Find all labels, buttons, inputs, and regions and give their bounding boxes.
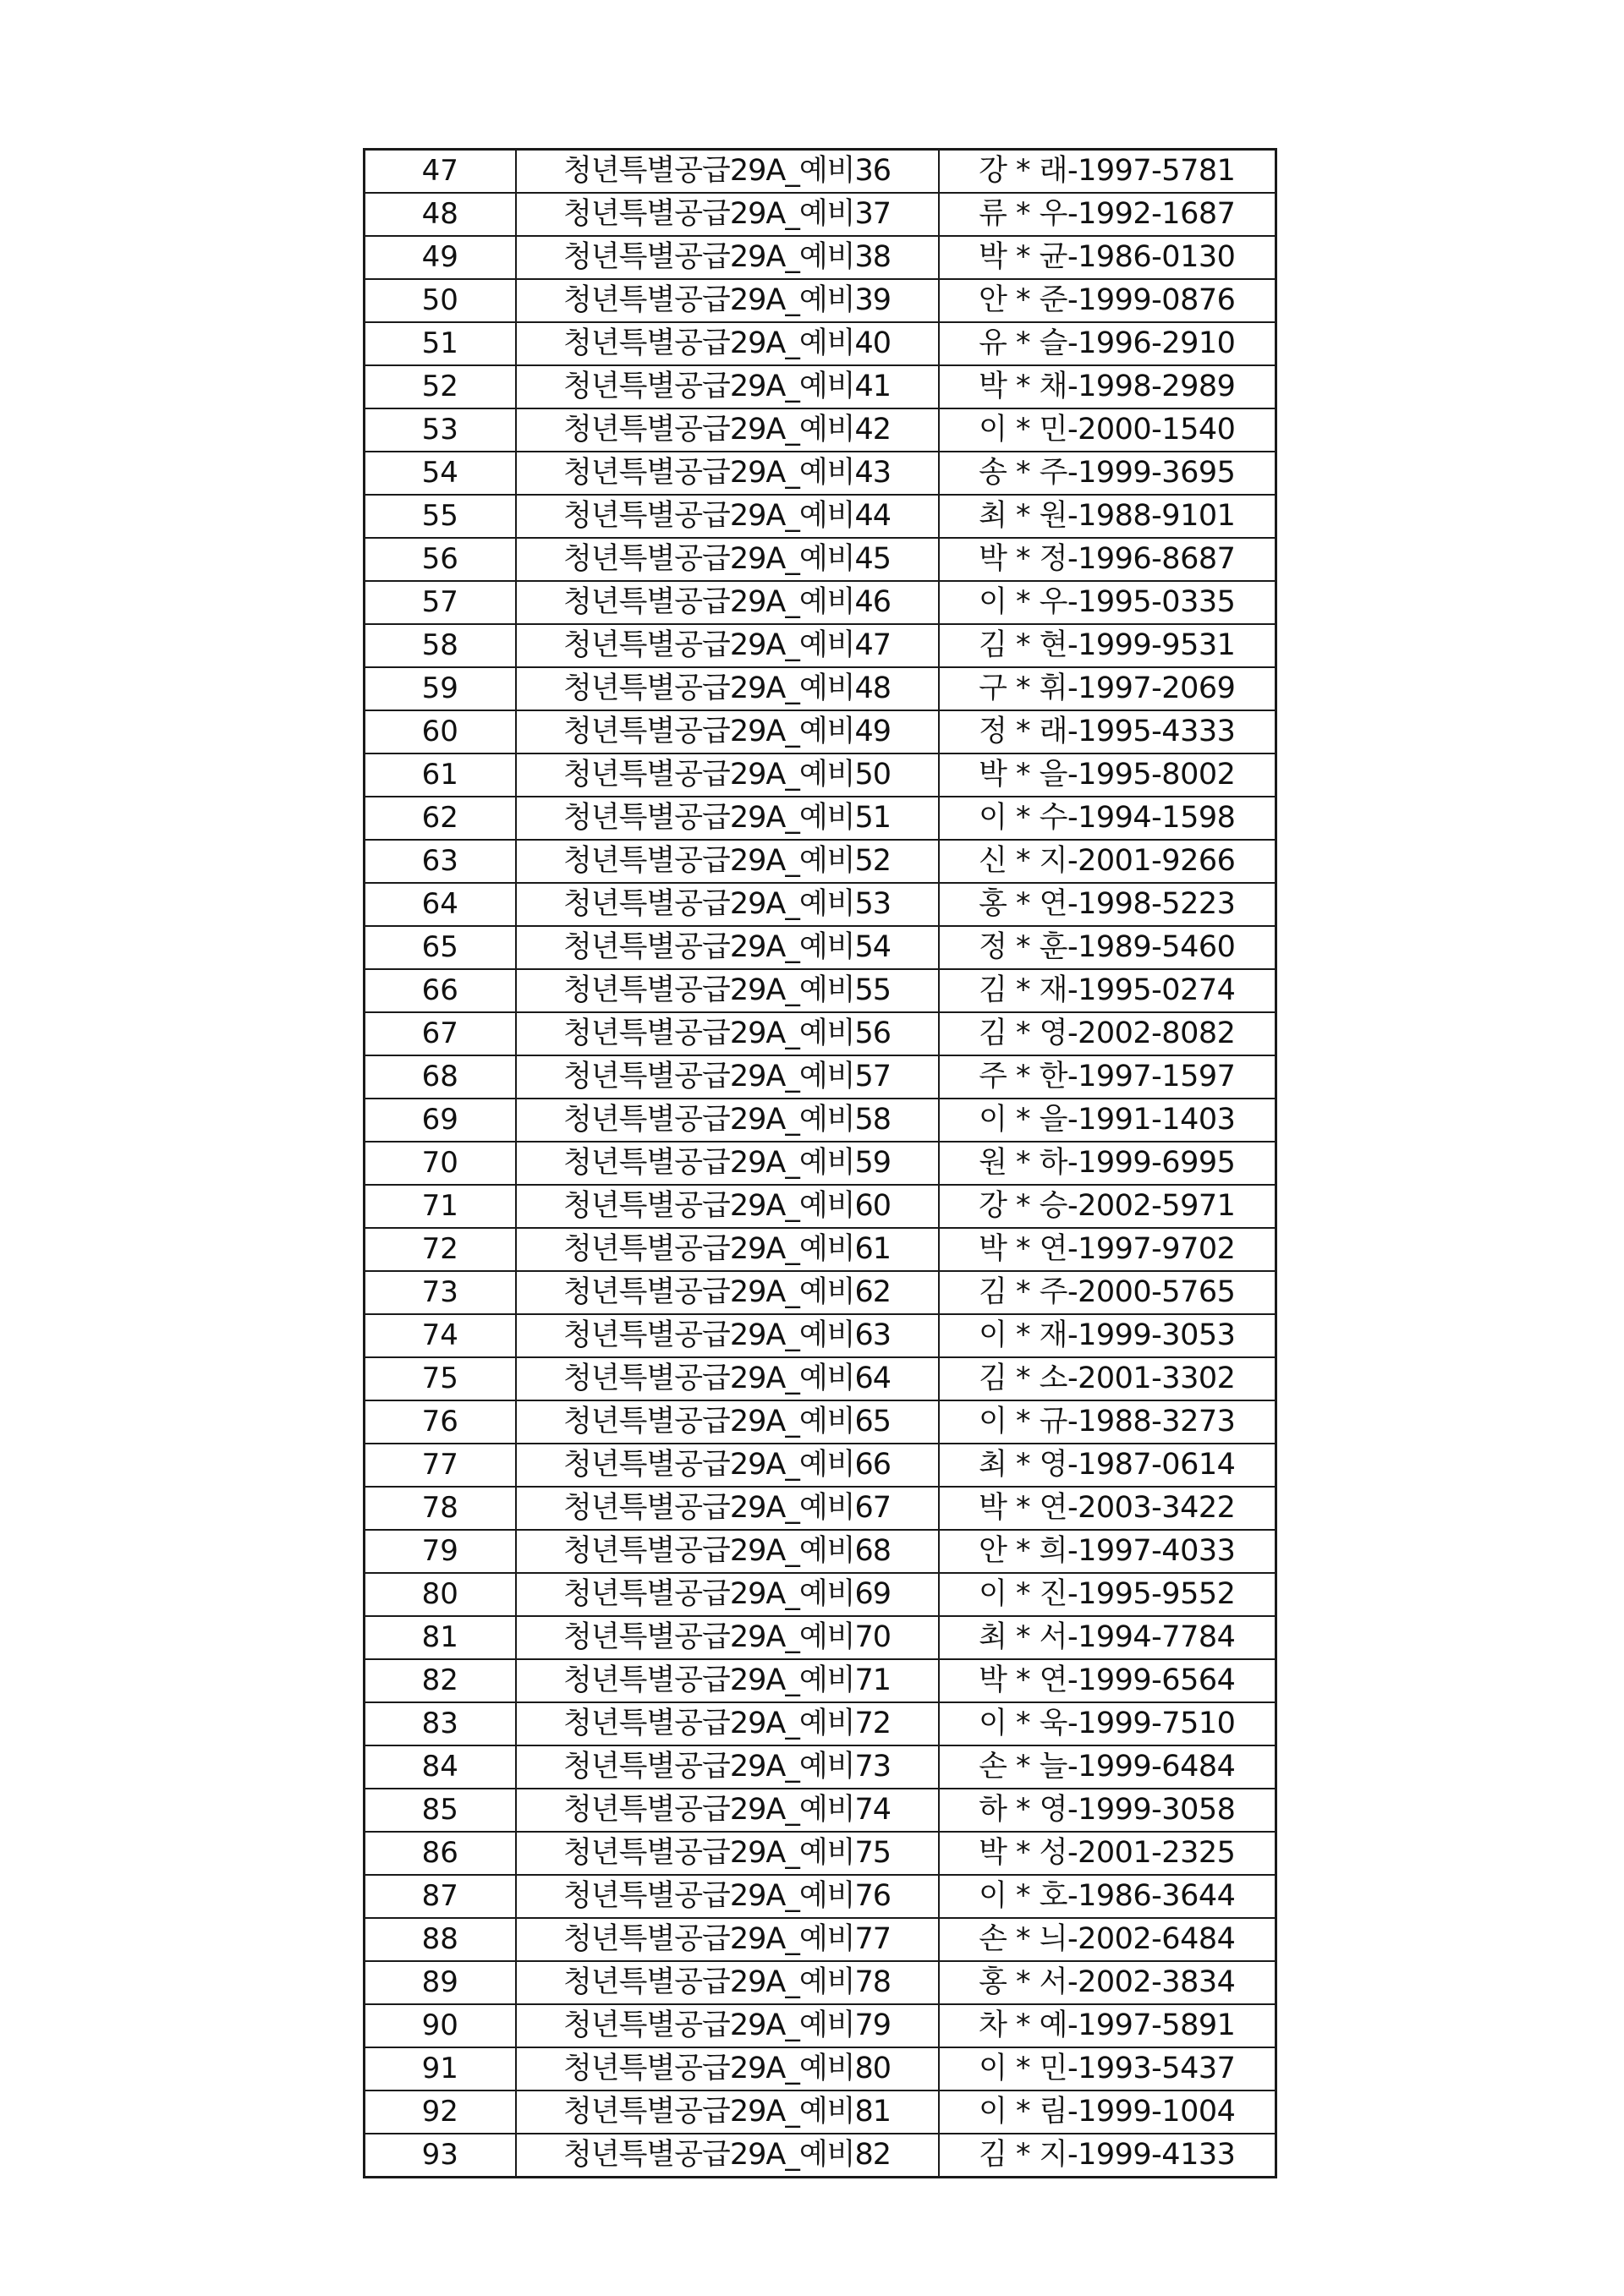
supply-type-cell: 청년특별공급29A_예비79 — [516, 2004, 939, 2047]
row-number-cell: 92 — [365, 2091, 516, 2134]
applicant-cell: 안 * 희-1997-4033 — [939, 1530, 1276, 1573]
supply-type-cell: 청년특별공급29A_예비63 — [516, 1314, 939, 1357]
table-row — [365, 408, 1276, 452]
row-number-cell: 54 — [365, 452, 516, 495]
supply-type-cell: 청년특별공급29A_예비69 — [516, 1573, 939, 1616]
table-row — [365, 1099, 1276, 1142]
applicant-cell: 이 * 림-1999-1004 — [939, 2091, 1276, 2134]
applicant-cell: 홍 * 연-1998-5223 — [939, 883, 1276, 926]
applicant-cell: 최 * 원-1988-9101 — [939, 495, 1276, 538]
row-number-cell: 86 — [365, 1832, 516, 1875]
applicant-cell: 정 * 래-1995-4333 — [939, 710, 1276, 753]
row-number-cell: 63 — [365, 840, 516, 883]
applicant-cell: 홍 * 서-2002-3834 — [939, 1961, 1276, 2004]
supply-type-cell: 청년특별공급29A_예비43 — [516, 452, 939, 495]
row-number-cell: 73 — [365, 1271, 516, 1314]
table-row — [365, 452, 1276, 495]
applicant-cell: 박 * 을-1995-8002 — [939, 753, 1276, 797]
supply-type-cell: 청년특별공급29A_예비64 — [516, 1357, 939, 1400]
row-number-cell: 91 — [365, 2047, 516, 2091]
table-row — [365, 1530, 1276, 1573]
supply-type-cell: 청년특별공급29A_예비60 — [516, 1185, 939, 1228]
table-row — [365, 1400, 1276, 1444]
applicant-cell: 유 * 슬-1996-2910 — [939, 322, 1276, 365]
row-number-cell: 64 — [365, 883, 516, 926]
row-number-cell: 80 — [365, 1573, 516, 1616]
table-row — [365, 797, 1276, 840]
table-row — [365, 624, 1276, 667]
table-row — [365, 2134, 1276, 2178]
table-row — [365, 1875, 1276, 1918]
row-number-cell: 78 — [365, 1487, 516, 1530]
supply-type-cell: 청년특별공급29A_예비76 — [516, 1875, 939, 1918]
applicant-cell: 손 * 늘-1999-6484 — [939, 1745, 1276, 1789]
applicant-cell: 송 * 주-1999-3695 — [939, 452, 1276, 495]
applicant-cell: 하 * 영-1999-3058 — [939, 1789, 1276, 1832]
table-row — [365, 1702, 1276, 1745]
supply-type-cell: 청년특별공급29A_예비70 — [516, 1616, 939, 1659]
applicant-cell: 강 * 승-2002-5971 — [939, 1185, 1276, 1228]
row-number-cell: 88 — [365, 1918, 516, 1961]
applicant-cell: 강 * 래-1997-5781 — [939, 150, 1276, 194]
applicant-cell: 최 * 서-1994-7784 — [939, 1616, 1276, 1659]
table-row — [365, 322, 1276, 365]
table-row — [365, 1012, 1276, 1055]
applicant-cell: 구 * 휘-1997-2069 — [939, 667, 1276, 710]
table-row — [365, 1185, 1276, 1228]
applicant-cell: 김 * 소-2001-3302 — [939, 1357, 1276, 1400]
applicant-cell: 박 * 연-2003-3422 — [939, 1487, 1276, 1530]
table-row — [365, 1832, 1276, 1875]
table-row — [365, 1789, 1276, 1832]
row-number-cell: 51 — [365, 322, 516, 365]
applicant-table-body — [365, 150, 1276, 2178]
supply-type-cell: 청년특별공급29A_예비52 — [516, 840, 939, 883]
table-row — [365, 1961, 1276, 2004]
row-number-cell: 67 — [365, 1012, 516, 1055]
supply-type-cell: 청년특별공급29A_예비61 — [516, 1228, 939, 1271]
row-number-cell: 83 — [365, 1702, 516, 1745]
supply-type-cell: 청년특별공급29A_예비54 — [516, 926, 939, 969]
applicant-cell: 차 * 예-1997-5891 — [939, 2004, 1276, 2047]
supply-type-cell: 청년특별공급29A_예비41 — [516, 365, 939, 408]
supply-type-cell: 청년특별공급29A_예비59 — [516, 1142, 939, 1185]
table-row — [365, 1659, 1276, 1702]
row-number-cell: 55 — [365, 495, 516, 538]
applicant-cell: 원 * 하-1999-6995 — [939, 1142, 1276, 1185]
applicant-cell: 박 * 연-1999-6564 — [939, 1659, 1276, 1702]
supply-type-cell: 청년특별공급29A_예비73 — [516, 1745, 939, 1789]
table-row — [365, 1271, 1276, 1314]
supply-type-cell: 청년특별공급29A_예비40 — [516, 322, 939, 365]
applicant-cell: 김 * 주-2000-5765 — [939, 1271, 1276, 1314]
row-number-cell: 74 — [365, 1314, 516, 1357]
supply-type-cell: 청년특별공급29A_예비55 — [516, 969, 939, 1012]
row-number-cell: 87 — [365, 1875, 516, 1918]
applicant-cell: 박 * 정-1996-8687 — [939, 538, 1276, 581]
row-number-cell: 68 — [365, 1055, 516, 1099]
supply-type-cell: 청년특별공급29A_예비71 — [516, 1659, 939, 1702]
applicant-cell: 이 * 민-2000-1540 — [939, 408, 1276, 452]
supply-type-cell: 청년특별공급29A_예비39 — [516, 279, 939, 322]
row-number-cell: 82 — [365, 1659, 516, 1702]
table-row — [365, 538, 1276, 581]
supply-type-cell: 청년특별공급29A_예비67 — [516, 1487, 939, 1530]
row-number-cell: 52 — [365, 365, 516, 408]
table-row — [365, 150, 1276, 194]
supply-type-cell: 청년특별공급29A_예비49 — [516, 710, 939, 753]
supply-type-cell: 청년특별공급29A_예비75 — [516, 1832, 939, 1875]
row-number-cell: 47 — [365, 150, 516, 194]
row-number-cell: 53 — [365, 408, 516, 452]
supply-type-cell: 청년특별공급29A_예비80 — [516, 2047, 939, 2091]
row-number-cell: 70 — [365, 1142, 516, 1185]
row-number-cell: 71 — [365, 1185, 516, 1228]
row-number-cell: 60 — [365, 710, 516, 753]
applicant-cell: 김 * 지-1999-4133 — [939, 2134, 1276, 2178]
supply-type-cell: 청년특별공급29A_예비51 — [516, 797, 939, 840]
supply-type-cell: 청년특별공급29A_예비77 — [516, 1918, 939, 1961]
applicant-cell: 이 * 수-1994-1598 — [939, 797, 1276, 840]
row-number-cell: 75 — [365, 1357, 516, 1400]
supply-type-cell: 청년특별공급29A_예비42 — [516, 408, 939, 452]
supply-type-cell: 청년특별공급29A_예비48 — [516, 667, 939, 710]
supply-type-cell: 청년특별공급29A_예비37 — [516, 193, 939, 236]
applicant-cell: 김 * 재-1995-0274 — [939, 969, 1276, 1012]
row-number-cell: 79 — [365, 1530, 516, 1573]
row-number-cell: 49 — [365, 236, 516, 279]
table-row — [365, 581, 1276, 624]
supply-type-cell: 청년특별공급29A_예비38 — [516, 236, 939, 279]
table-row — [365, 1314, 1276, 1357]
applicant-cell: 이 * 을-1991-1403 — [939, 1099, 1276, 1142]
row-number-cell: 59 — [365, 667, 516, 710]
applicant-cell: 김 * 현-1999-9531 — [939, 624, 1276, 667]
table-row — [365, 1573, 1276, 1616]
supply-type-cell: 청년특별공급29A_예비81 — [516, 2091, 939, 2134]
row-number-cell: 66 — [365, 969, 516, 1012]
supply-type-cell: 청년특별공급29A_예비74 — [516, 1789, 939, 1832]
supply-type-cell: 청년특별공급29A_예비36 — [516, 150, 939, 194]
row-number-cell: 69 — [365, 1099, 516, 1142]
table-row — [365, 1487, 1276, 1530]
row-number-cell: 58 — [365, 624, 516, 667]
applicant-cell: 신 * 지-2001-9266 — [939, 840, 1276, 883]
row-number-cell: 85 — [365, 1789, 516, 1832]
supply-type-cell: 청년특별공급29A_예비68 — [516, 1530, 939, 1573]
row-number-cell: 56 — [365, 538, 516, 581]
table-row — [365, 667, 1276, 710]
applicant-cell: 이 * 재-1999-3053 — [939, 1314, 1276, 1357]
row-number-cell: 50 — [365, 279, 516, 322]
applicant-table — [363, 148, 1277, 2178]
applicant-cell: 김 * 영-2002-8082 — [939, 1012, 1276, 1055]
supply-type-cell: 청년특별공급29A_예비78 — [516, 1961, 939, 2004]
applicant-cell: 주 * 한-1997-1597 — [939, 1055, 1276, 1099]
applicant-cell: 이 * 호-1986-3644 — [939, 1875, 1276, 1918]
row-number-cell: 90 — [365, 2004, 516, 2047]
row-number-cell: 89 — [365, 1961, 516, 2004]
supply-type-cell: 청년특별공급29A_예비82 — [516, 2134, 939, 2178]
applicant-cell: 박 * 연-1997-9702 — [939, 1228, 1276, 1271]
table-row — [365, 1055, 1276, 1099]
applicant-cell: 박 * 성-2001-2325 — [939, 1832, 1276, 1875]
supply-type-cell: 청년특별공급29A_예비50 — [516, 753, 939, 797]
applicant-cell: 안 * 준-1999-0876 — [939, 279, 1276, 322]
supply-type-cell: 청년특별공급29A_예비72 — [516, 1702, 939, 1745]
row-number-cell: 84 — [365, 1745, 516, 1789]
table-row — [365, 1918, 1276, 1961]
applicant-cell: 이 * 욱-1999-7510 — [939, 1702, 1276, 1745]
supply-type-cell: 청년특별공급29A_예비44 — [516, 495, 939, 538]
supply-type-cell: 청년특별공급29A_예비46 — [516, 581, 939, 624]
table-row — [365, 236, 1276, 279]
table-row — [365, 753, 1276, 797]
table-row — [365, 1357, 1276, 1400]
table-row — [365, 969, 1276, 1012]
table-row — [365, 1228, 1276, 1271]
table-row — [365, 193, 1276, 236]
applicant-cell: 정 * 훈-1989-5460 — [939, 926, 1276, 969]
row-number-cell: 76 — [365, 1400, 516, 1444]
applicant-cell: 박 * 균-1986-0130 — [939, 236, 1276, 279]
table-row — [365, 1142, 1276, 1185]
row-number-cell: 48 — [365, 193, 516, 236]
table-row — [365, 1616, 1276, 1659]
row-number-cell: 61 — [365, 753, 516, 797]
row-number-cell: 65 — [365, 926, 516, 969]
table-row — [365, 1444, 1276, 1487]
applicant-cell: 최 * 영-1987-0614 — [939, 1444, 1276, 1487]
row-number-cell: 93 — [365, 2134, 516, 2178]
table-row — [365, 365, 1276, 408]
applicant-cell: 류 * 우-1992-1687 — [939, 193, 1276, 236]
supply-type-cell: 청년특별공급29A_예비47 — [516, 624, 939, 667]
table-row — [365, 926, 1276, 969]
supply-type-cell: 청년특별공급29A_예비45 — [516, 538, 939, 581]
table-row — [365, 495, 1276, 538]
table-row — [365, 1745, 1276, 1789]
supply-type-cell: 청년특별공급29A_예비57 — [516, 1055, 939, 1099]
row-number-cell: 81 — [365, 1616, 516, 1659]
row-number-cell: 57 — [365, 581, 516, 624]
supply-type-cell: 청년특별공급29A_예비66 — [516, 1444, 939, 1487]
table-row — [365, 2091, 1276, 2134]
table-row — [365, 710, 1276, 753]
supply-type-cell: 청년특별공급29A_예비65 — [516, 1400, 939, 1444]
table-row — [365, 2004, 1276, 2047]
supply-type-cell: 청년특별공급29A_예비56 — [516, 1012, 939, 1055]
table-row — [365, 840, 1276, 883]
applicant-cell: 이 * 규-1988-3273 — [939, 1400, 1276, 1444]
table-row — [365, 2047, 1276, 2091]
supply-type-cell: 청년특별공급29A_예비53 — [516, 883, 939, 926]
supply-type-cell: 청년특별공급29A_예비58 — [516, 1099, 939, 1142]
applicant-cell: 이 * 민-1993-5437 — [939, 2047, 1276, 2091]
applicant-cell: 손 * 늬-2002-6484 — [939, 1918, 1276, 1961]
applicant-cell: 박 * 채-1998-2989 — [939, 365, 1276, 408]
applicant-cell: 이 * 진-1995-9552 — [939, 1573, 1276, 1616]
table-row — [365, 279, 1276, 322]
applicant-cell: 이 * 우-1995-0335 — [939, 581, 1276, 624]
row-number-cell: 62 — [365, 797, 516, 840]
row-number-cell: 77 — [365, 1444, 516, 1487]
row-number-cell: 72 — [365, 1228, 516, 1271]
supply-type-cell: 청년특별공급29A_예비62 — [516, 1271, 939, 1314]
table-row — [365, 883, 1276, 926]
